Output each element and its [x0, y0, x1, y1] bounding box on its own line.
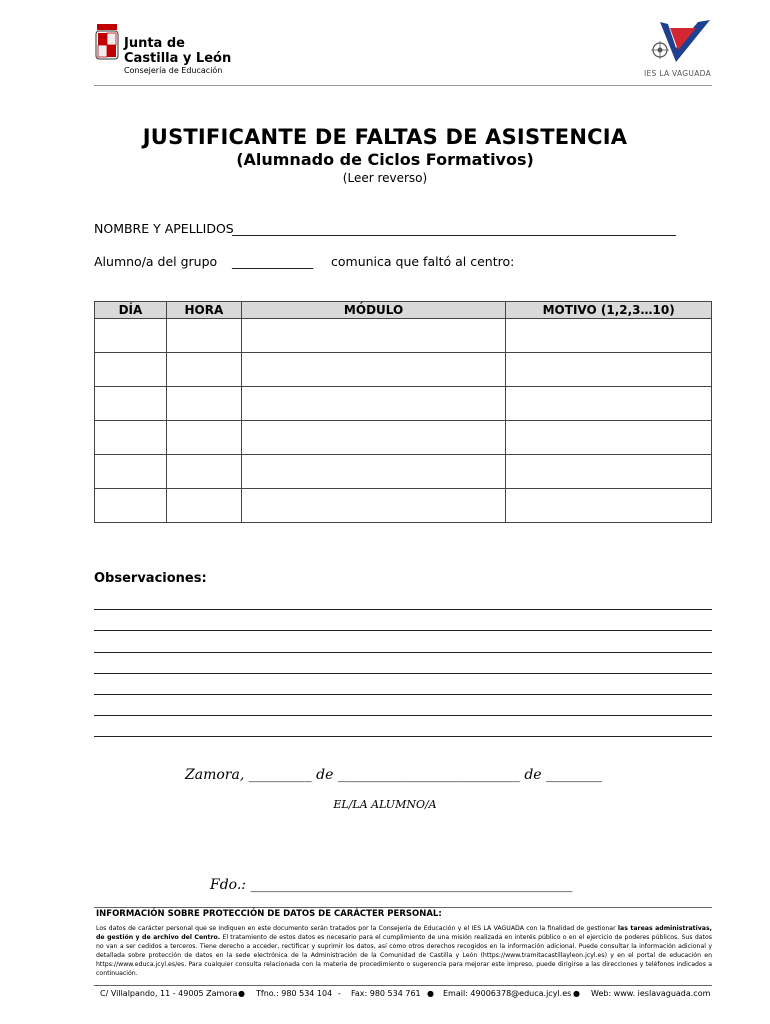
table-row	[95, 455, 712, 489]
observation-line[interactable]	[94, 736, 712, 737]
cell-dia[interactable]	[95, 421, 167, 455]
observation-line[interactable]	[94, 609, 712, 610]
privacy-title: INFORMACIÓN SOBRE PROTECCIÓN DE DATOS DE CARÁCTER PERSONAL:	[96, 909, 442, 919]
cell-motivo[interactable]	[506, 353, 712, 387]
observation-line[interactable]	[94, 630, 712, 631]
cell-motivo[interactable]	[506, 319, 712, 353]
observation-line[interactable]	[94, 715, 712, 716]
observation-line[interactable]	[94, 694, 712, 695]
observation-line[interactable]	[94, 652, 712, 653]
page-subtitle: (Alumnado de Ciclos Formativos)	[236, 150, 534, 169]
cell-modulo[interactable]	[241, 319, 506, 353]
jcyl-crest-icon	[94, 24, 120, 62]
table-row	[95, 421, 712, 455]
table-row	[95, 387, 712, 421]
cell-dia[interactable]	[95, 489, 167, 523]
cell-dia[interactable]	[95, 455, 167, 489]
footer-address: C/ Villalpando, 11 - 49005 Zamora	[100, 989, 238, 998]
cell-modulo[interactable]	[241, 489, 506, 523]
header-modulo: MÓDULO	[241, 302, 506, 319]
place-date-line[interactable]: Zamora, _________ de __________________________ de ________	[185, 767, 603, 783]
cell-modulo[interactable]	[241, 387, 506, 421]
name-field[interactable]: _______________________________________________________________________	[232, 221, 676, 236]
table-row	[95, 353, 712, 387]
reports-text: comunica que faltó al centro:	[331, 254, 515, 269]
table-row	[95, 489, 712, 523]
footer-dash: -	[338, 989, 341, 998]
page-title: JUSTIFICANTE DE FALTAS DE ASISTENCIA	[142, 125, 628, 149]
footer-divider	[94, 985, 712, 986]
cell-dia[interactable]	[95, 387, 167, 421]
jcyl-name: Junta de Castilla y León	[124, 36, 232, 66]
cell-modulo[interactable]	[241, 353, 506, 387]
cell-hora[interactable]	[166, 421, 241, 455]
table-row	[95, 319, 712, 353]
cell-dia[interactable]	[95, 319, 167, 353]
name-label: NOMBRE Y APELLIDOS	[94, 221, 234, 236]
cell-hora[interactable]	[166, 455, 241, 489]
jcyl-department: Consejería de Educación	[124, 66, 223, 75]
ies-logo-icon	[640, 18, 712, 76]
cell-motivo[interactable]	[506, 421, 712, 455]
bullet-icon: ●	[238, 989, 245, 998]
cell-hora[interactable]	[166, 319, 241, 353]
student-role: EL/LA ALUMNO/A	[333, 798, 437, 811]
cell-modulo[interactable]	[241, 421, 506, 455]
footer-email[interactable]: Email: 49006378@educa.jcyl.es	[443, 989, 572, 998]
group-field[interactable]: _____________	[232, 254, 314, 269]
absence-table	[94, 301, 712, 523]
footer-web[interactable]: Web: www. ieslavaguada.com	[591, 989, 711, 998]
header-dia: DÍA	[95, 302, 167, 319]
cell-modulo[interactable]	[241, 455, 506, 489]
bullet-icon: ●	[427, 989, 434, 998]
table-header-row	[95, 302, 712, 319]
footer-phone: Tfno.: 980 534 104	[256, 989, 333, 998]
privacy-divider	[94, 907, 712, 908]
page-note: (Leer reverso)	[342, 171, 428, 185]
footer-fax: Fax: 980 534 761	[351, 989, 421, 998]
cell-motivo[interactable]	[506, 455, 712, 489]
cell-hora[interactable]	[166, 353, 241, 387]
group-label: Alumno/a del grupo	[94, 254, 218, 269]
cell-motivo[interactable]	[506, 489, 712, 523]
header-motivo: MOTIVO (1,2,3…10)	[506, 302, 712, 319]
header-divider	[94, 85, 712, 86]
observations-label: Observaciones:	[94, 571, 207, 586]
ies-name: IES LA VAGUADA	[644, 69, 712, 78]
privacy-text: Los datos de carácter personal que se indiquen en este documento serán tratados por la Consejería de Educación y el IES LA VAGUADA con la finalidad de gestionar las tareas administrativas, de gestión y de archivo del Centro. El tratamiento de estos datos es necesario para el cumplimiento de una misión realizada en interés público o en el ejercicio de poderes públicos. Sus datos no van a ser cedidos a terceros. Tiene derecho a acceder, rectificar y suprimir los datos, así como otros derechos recogidos en la información adicional. Puede consultar la información adicional y detallada sobre protección de datos en la sede electrónica de la Administración de la Comunidad de Castilla y León (https://www.tramitacastillayleon.jcyl.es) y en el portal de educación en https://www.educa.jcyl.es/es. Para cualquier consulta relacionada con la materia de procedimiento o sugerencia para mejorar este impreso, puede dirigirse a las direcciones y teléfonos indicados a continuación.	[96, 925, 712, 977]
bullet-icon: ●	[573, 989, 580, 998]
cell-hora[interactable]	[166, 387, 241, 421]
cell-motivo[interactable]	[506, 387, 712, 421]
observation-line[interactable]	[94, 673, 712, 674]
cell-hora[interactable]	[166, 489, 241, 523]
cell-dia[interactable]	[95, 353, 167, 387]
signature-line[interactable]: Fdo.: ______________________________________________	[210, 877, 573, 893]
header-hora: HORA	[166, 302, 241, 319]
